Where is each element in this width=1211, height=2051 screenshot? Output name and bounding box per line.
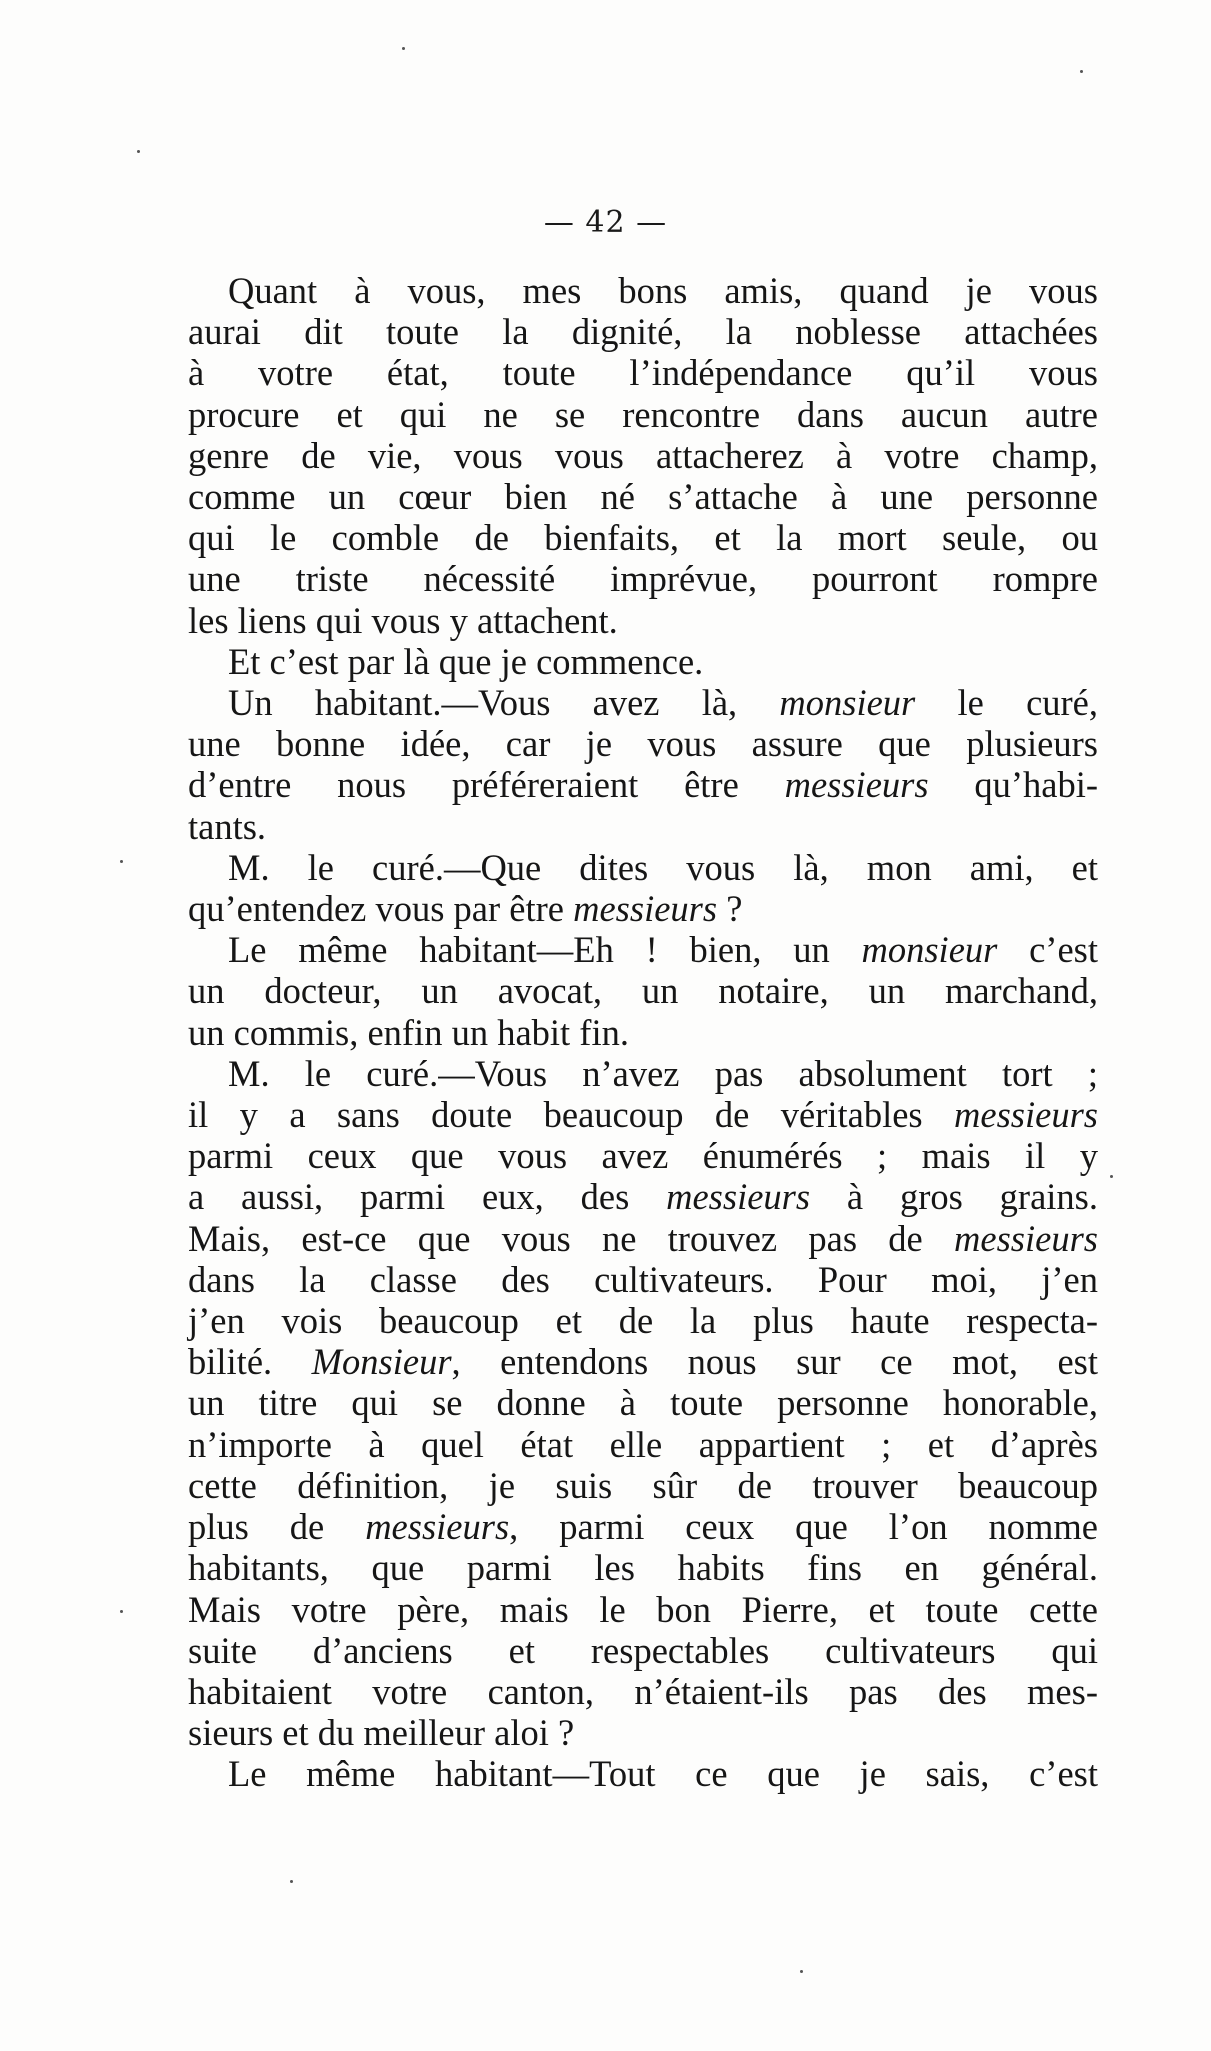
text-line: bilité. Monsieur, entendons nous sur ce mot, est	[188, 1341, 1099, 1383]
text-line: comme un cœur bien né s’attache à une personne	[188, 476, 1098, 518]
text-line: Mais, est-ce que vous ne trouvez pas de messieurs	[188, 1217, 1098, 1259]
paper-speck	[137, 150, 140, 153]
text-line: Mais votre père, mais le bon Pierre, et toute cette	[188, 1588, 1098, 1630]
text-line: parmi ceux que vous avez énumérés ; mais il y	[188, 1135, 1098, 1177]
text-line: à votre état, toute l’indépendance qu’il vous	[188, 352, 1098, 394]
text-line: habitaient votre canton, n’étaient-ils pas des mes-	[188, 1670, 1098, 1712]
text-line: qui le comble de bienfaits, et la mort seule, ou	[188, 517, 1098, 559]
text-line: une bonne idée, car je vous assure que plusieurs	[188, 723, 1098, 765]
text-line: plus de messieurs, parmi ceux que l’on nomme	[188, 1506, 1098, 1548]
paper-speck	[402, 47, 405, 50]
text-line: un titre qui se donne à toute personne honorable,	[188, 1382, 1098, 1424]
paper-speck	[120, 1610, 123, 1613]
text-line: Le même habitant—Eh ! bien, un monsieur c’est	[228, 929, 1099, 971]
text-line: un docteur, un avocat, un notaire, un marchand,	[188, 970, 1098, 1012]
paper-speck	[290, 1880, 293, 1883]
paper-speck	[1110, 1175, 1113, 1178]
text-line: une triste nécessité imprévue, pourront rompre	[188, 558, 1098, 600]
paper-speck	[120, 860, 123, 863]
text-line: a aussi, parmi eux, des messieurs à gros grains.	[188, 1176, 1098, 1218]
text-line: n’importe à quel état elle appartient ; et d’après	[188, 1423, 1098, 1465]
text-line: sieurs et du meilleur aloi ?	[188, 1712, 575, 1754]
body-text	[188, 270, 1098, 1795]
text-line: dans la classe des cultivateurs. Pour moi, j’en	[188, 1258, 1098, 1300]
paper-speck	[1080, 70, 1083, 73]
text-line: Un habitant.—Vous avez là, monsieur le curé,	[228, 682, 1098, 724]
text-line: d’entre nous préféreraient être messieurs qu’habi-	[188, 764, 1099, 806]
text-line: les liens qui vous y attachent.	[188, 599, 618, 641]
text-line: suite d’anciens et respectables cultivateurs qui	[188, 1629, 1098, 1671]
text-line: Et c’est par là que je commence.	[228, 640, 704, 682]
text-line: procure et qui ne se rencontre dans aucun autre	[188, 393, 1098, 435]
page-number: — 42 —	[543, 205, 668, 240]
text-line: qu’entendez vous par être messieurs ?	[188, 888, 743, 930]
paper-speck	[800, 1970, 803, 1973]
text-line: j’en vois beaucoup et de la plus haute respecta-	[188, 1300, 1098, 1342]
text-line: cette définition, je suis sûr de trouver beaucoup	[188, 1464, 1098, 1506]
text-line: genre de vie, vous vous attacherez à votre champ,	[188, 434, 1098, 476]
text-line: M. le curé.—Que dites vous là, mon ami, et	[228, 846, 1098, 888]
text-line: tants.	[188, 805, 267, 847]
text-line: un commis, enfin un habit fin.	[188, 1011, 629, 1053]
text-line: aurai dit toute la dignité, la noblesse attachées	[188, 311, 1098, 353]
text-line: Le même habitant—Tout ce que je sais, c’est	[228, 1753, 1098, 1795]
text-line: M. le curé.—Vous n’avez pas absolument tort ;	[228, 1052, 1098, 1094]
text-line: il y a sans doute beaucoup de véritables messieurs	[188, 1094, 1098, 1136]
text-line: habitants, que parmi les habits fins en général.	[188, 1547, 1098, 1589]
text-line: Quant à vous, mes bons amis, quand je vous	[228, 270, 1098, 311]
